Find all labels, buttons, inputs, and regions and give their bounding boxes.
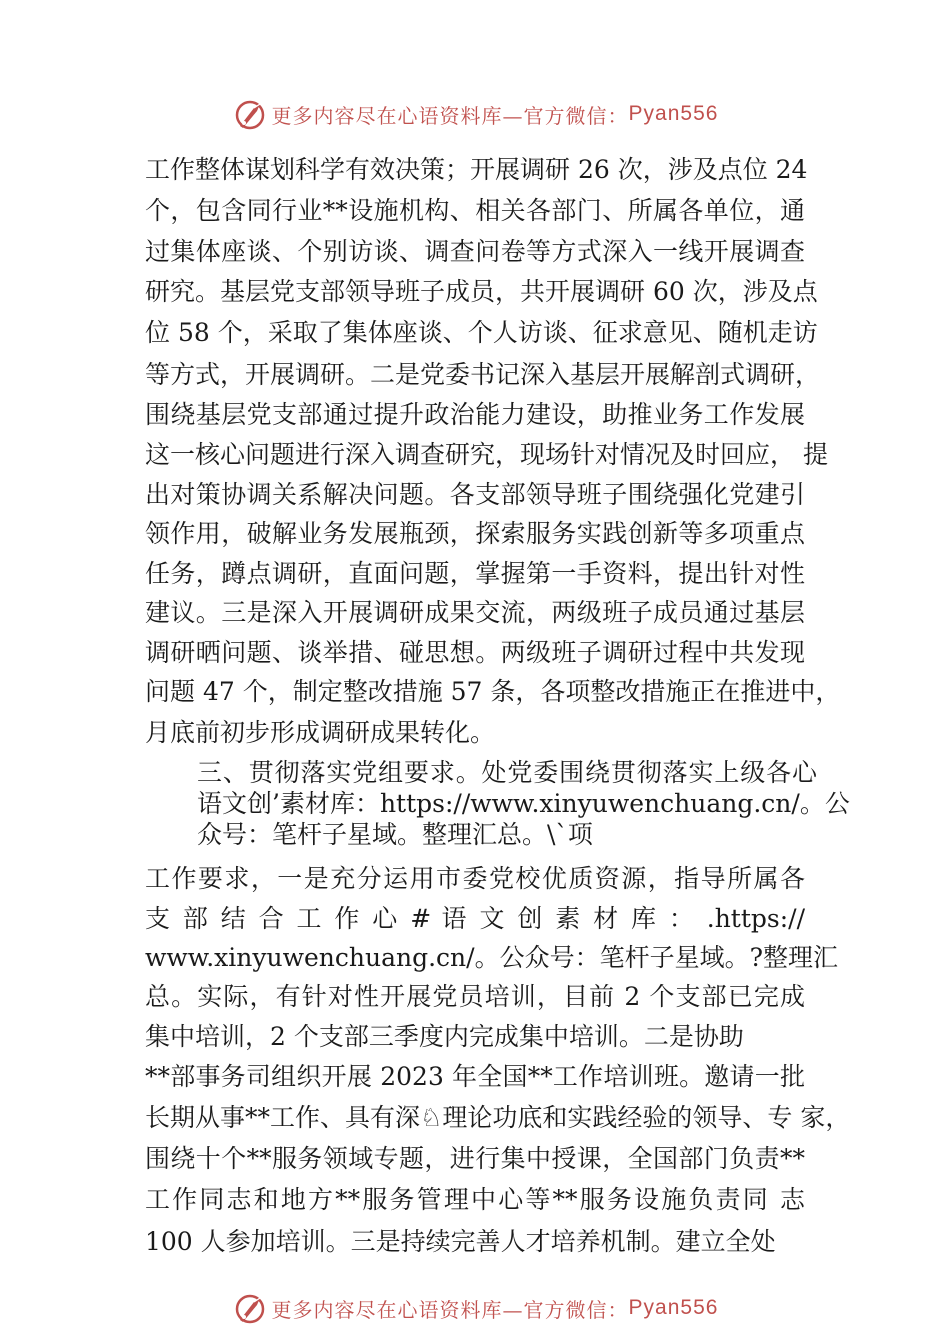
text-line: 月底前初步形成调研成果转化。	[145, 718, 496, 747]
pen-nib-logo-icon	[232, 1290, 268, 1326]
text-line: **部事务司组织开展 2023 年全国**工作培训班。邀请一批	[145, 1062, 805, 1091]
text-line: www.xinyuwenchuang.cn/。公众号：笔杆子星域。?整理汇	[145, 943, 838, 972]
text-line: 建议。三是深入开展调研成果交流，两级班子成员通过基层	[145, 598, 805, 627]
text-line: 围绕基层党支部通过提升政治能力建设，助推业务工作发展	[145, 400, 805, 429]
text-line: 众号：笔杆子星域。整理汇总。\`项	[197, 820, 593, 849]
text-line: 工作同志和地方**服务管理中心等**服务设施负责同 志	[145, 1185, 805, 1214]
text-line: 这一核心问题进行深入调查研究，现场针对情况及时回应， 提	[145, 440, 828, 469]
text-line: 等方式，开展调研。二是党委书记深入基层开展解剖式调研，	[145, 360, 821, 389]
footer-watermark	[0, 1288, 950, 1328]
text-line: 出对策协调关系解决问题。各支部领导班子围绕强化党建引	[145, 480, 805, 509]
watermark-wechat-id: Pyan556	[628, 102, 719, 125]
text-line: 个，包含同行业**设施机构、相关各部门、所属各单位，通	[145, 196, 805, 225]
pen-nib-logo-icon	[232, 96, 268, 132]
text-line: 集中培训，2 个支部三季度内完成集中培训。二是协助	[145, 1022, 744, 1051]
watermark-wechat-id: Pyan556	[628, 1296, 719, 1319]
watermark-text: 更多内容尽在心语资料库—官方微信：	[271, 1297, 629, 1322]
text-line: 长期从事**工作、具有深♘理论功底和实践经验的领导、专 家，	[145, 1103, 851, 1132]
text-line: 问题 47 个，制定整改措施 57 条，各项整改措施正在推进中，	[145, 677, 841, 706]
text-line: 调研晒问题、谈举措、碰思想。两级班子调研过程中共发现	[145, 638, 805, 667]
text-line: 总。实际，有针对性开展党员培训，目前 2 个支部已完成	[145, 982, 805, 1011]
text-line: 工作整体谋划科学有效决策；开展调研 26 次，涉及点位 24	[145, 155, 808, 184]
text-line: 工作要求，一是充分运用市委党校优质资源，指导所属各	[145, 864, 805, 893]
text-line: 任务，蹲点调研，直面问题，掌握第一手资料，提出针对性	[145, 559, 805, 588]
text-line: 过集体座谈、个别访谈、调查问卷等方式深入一线开展调查	[145, 237, 805, 266]
header-watermark	[0, 94, 950, 134]
text-line: 领作用，破解业务发展瓶颈，探索服务实践创新等多项重点	[145, 519, 805, 548]
text-line: 语文创’素材库：https://www.xinyuwenchuang.cn/。公	[197, 789, 850, 818]
watermark-text: 更多内容尽在心语资料库—官方微信：	[271, 103, 629, 128]
text-line: 位 58 个，采取了集体座谈、个人访谈、征求意见、随机走访	[145, 318, 818, 347]
text-line: 研究。基层党支部领导班子成员，共开展调研 60 次，涉及点	[145, 277, 818, 306]
text-line: 三、贯彻落实党组要求。处党委围绕贯彻落实上级各心	[197, 758, 817, 787]
text-line: 支 部 结 合 工 作 心 # 语 文 创 素 材 库 ： .https://	[145, 904, 805, 933]
text-line: 围绕十个**服务领域专题，进行集中授课，全国部门负责**	[145, 1144, 805, 1173]
text-line: 100 人参加培训。三是持续完善人才培养机制。建立全处	[145, 1227, 776, 1256]
